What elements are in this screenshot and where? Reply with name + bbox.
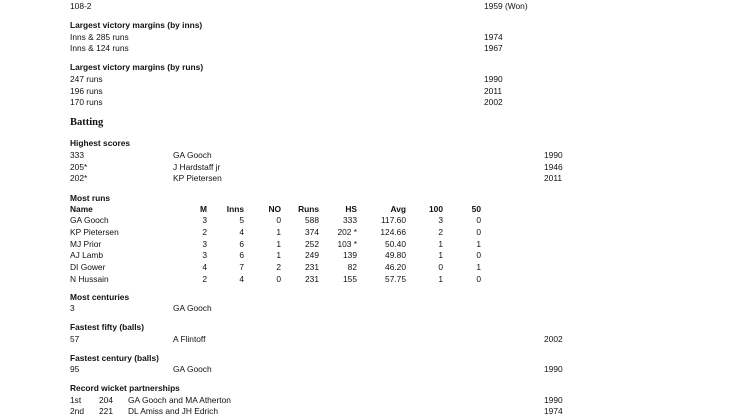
most-runs-cell-hs: 155	[343, 274, 357, 284]
most-runs-header-name: Name	[70, 204, 93, 214]
most-runs-cell-hs: 82	[347, 262, 357, 272]
victory-inns-heading: Largest victory margins (by inns)	[70, 20, 203, 30]
most-runs-cell-name: MJ Prior	[70, 239, 102, 249]
victory-runs-row: 196 runs	[70, 86, 103, 96]
most-runs-cell-name: AJ Lamb	[70, 250, 104, 260]
partnership-year: 1990	[544, 395, 563, 405]
most-runs-header-inns: Inns	[226, 204, 244, 214]
most-runs-cell-name: GA Gooch	[70, 215, 109, 225]
most-centuries-heading: Most centuries	[70, 292, 130, 302]
victory-inns-row: Inns & 285 runs	[70, 32, 129, 42]
most-runs-cell-m: 2	[202, 227, 207, 237]
fastest-fifty-player: A Flintoff	[173, 334, 206, 344]
most-runs-cell-fifties: 0	[476, 250, 481, 260]
most-runs-cell-inns: 4	[239, 227, 244, 237]
most-runs-cell-m: 2	[202, 274, 207, 284]
victory-runs-year: 1990	[484, 74, 503, 84]
partnerships-heading: Record wicket partnerships	[70, 383, 180, 393]
fastest-century-year: 1990	[544, 364, 563, 374]
victory-runs-row: 247 runs	[70, 74, 103, 84]
most-runs-header-runs: Runs	[298, 204, 319, 214]
most-runs-cell-no: 1	[276, 239, 281, 249]
most-runs-cell-hs: 103 *	[337, 239, 357, 249]
most-runs-cell-runs: 588	[305, 215, 319, 225]
highest-score-value: 205*	[70, 162, 88, 172]
most-runs-header-no: NO	[268, 204, 281, 214]
partnership-wicket: 2nd	[70, 406, 84, 416]
victory-runs-heading: Largest victory margins (by runs)	[70, 62, 204, 72]
most-runs-cell-fifties: 1	[476, 239, 481, 249]
most-runs-cell-hs: 202 *	[337, 227, 357, 237]
most-runs-cell-avg: 49.80	[385, 250, 406, 260]
partnership-wicket: 1st	[70, 395, 82, 405]
most-runs-cell-no: 2	[276, 262, 281, 272]
most-runs-cell-name: KP Pietersen	[70, 227, 119, 237]
most-runs-cell-fifties: 1	[476, 262, 481, 272]
most-runs-cell-inns: 7	[239, 262, 244, 272]
fastest-century-balls: 95	[70, 364, 80, 374]
most-runs-cell-runs: 231	[305, 262, 319, 272]
partnership-runs: 221	[99, 406, 113, 416]
most-runs-cell-avg: 117.60	[381, 215, 406, 225]
most-runs-cell-runs: 249	[305, 250, 319, 260]
most-runs-cell-avg: 57.75	[385, 274, 406, 284]
top-row-score: 108-2	[70, 1, 92, 11]
fastest-fifty-balls: 57	[70, 334, 80, 344]
victory-runs-row: 170 runs	[70, 97, 103, 107]
fastest-century-heading: Fastest century (balls)	[70, 353, 159, 363]
fastest-century-player: GA Gooch	[173, 364, 212, 374]
most-runs-cell-hundreds: 0	[438, 262, 443, 272]
most-runs-cell-hs: 333	[343, 215, 357, 225]
victory-inns-year: 1967	[484, 43, 503, 53]
most-runs-cell-runs: 252	[305, 239, 319, 249]
most-runs-header-avg: Avg	[390, 204, 406, 214]
most-runs-cell-no: 0	[276, 215, 281, 225]
most-runs-cell-hundreds: 1	[438, 274, 443, 284]
most-runs-cell-inns: 6	[239, 250, 244, 260]
most-runs-cell-runs: 374	[305, 227, 319, 237]
highest-score-value: 333	[70, 150, 84, 160]
most-runs-cell-fifties: 0	[476, 227, 481, 237]
highest-score-player: GA Gooch	[173, 150, 212, 160]
most-runs-cell-m: 3	[202, 215, 207, 225]
top-row-year: 1959 (Won)	[484, 1, 528, 11]
most-runs-cell-hundreds: 3	[438, 215, 443, 225]
most-runs-cell-avg: 46.20	[385, 262, 406, 272]
most-runs-cell-hundreds: 1	[438, 239, 443, 249]
batting-section-title: Batting	[70, 117, 104, 128]
victory-runs-year: 2002	[484, 97, 503, 107]
most-runs-header-m: M	[200, 204, 207, 214]
most-centuries-player: GA Gooch	[173, 303, 212, 313]
most-centuries-count: 3	[70, 303, 75, 313]
most-runs-cell-hs: 139	[343, 250, 357, 260]
most-runs-cell-hundreds: 1	[438, 250, 443, 260]
most-runs-cell-inns: 5	[239, 215, 244, 225]
most-runs-cell-inns: 4	[239, 274, 244, 284]
most-runs-cell-avg: 124.66	[380, 227, 406, 237]
most-runs-header-fifties: 50	[471, 204, 481, 214]
victory-inns-row: Inns & 124 runs	[70, 43, 129, 53]
most-runs-header-hs: HS	[345, 204, 357, 214]
most-runs-header-hundreds: 100	[429, 204, 443, 214]
partnership-pair: GA Gooch and MA Atherton	[128, 395, 231, 405]
most-runs-cell-name: DI Gower	[70, 262, 106, 272]
most-runs-cell-name: N Hussain	[70, 274, 109, 284]
most-runs-cell-runs: 231	[305, 274, 319, 284]
most-runs-cell-no: 1	[276, 250, 281, 260]
most-runs-heading: Most runs	[70, 193, 111, 203]
most-runs-cell-fifties: 0	[476, 274, 481, 284]
highest-scores-heading: Highest scores	[70, 138, 131, 148]
most-runs-cell-m: 4	[202, 262, 207, 272]
most-runs-cell-avg: 50.40	[385, 239, 406, 249]
highest-score-player: J Hardstaff jr	[173, 162, 221, 172]
most-runs-cell-inns: 6	[239, 239, 244, 249]
highest-score-year: 1990	[544, 150, 563, 160]
partnership-year: 1974	[544, 406, 563, 416]
partnership-runs: 204	[99, 395, 113, 405]
victory-runs-year: 2011	[484, 86, 503, 96]
most-runs-cell-no: 1	[276, 227, 281, 237]
most-runs-cell-no: 0	[276, 274, 281, 284]
fastest-fifty-year: 2002	[544, 334, 563, 344]
most-runs-cell-hundreds: 2	[438, 227, 443, 237]
highest-score-year: 1946	[544, 162, 563, 172]
most-runs-cell-m: 3	[202, 239, 207, 249]
most-runs-cell-m: 3	[202, 250, 207, 260]
most-runs-cell-fifties: 0	[476, 215, 481, 225]
highest-score-value: 202*	[70, 173, 88, 183]
victory-inns-year: 1974	[484, 32, 503, 42]
highest-score-year: 2011	[544, 173, 563, 183]
partnership-pair: DL Amiss and JH Edrich	[128, 406, 218, 416]
fastest-fifty-heading: Fastest fifty (balls)	[70, 322, 144, 332]
highest-score-player: KP Pietersen	[173, 173, 222, 183]
